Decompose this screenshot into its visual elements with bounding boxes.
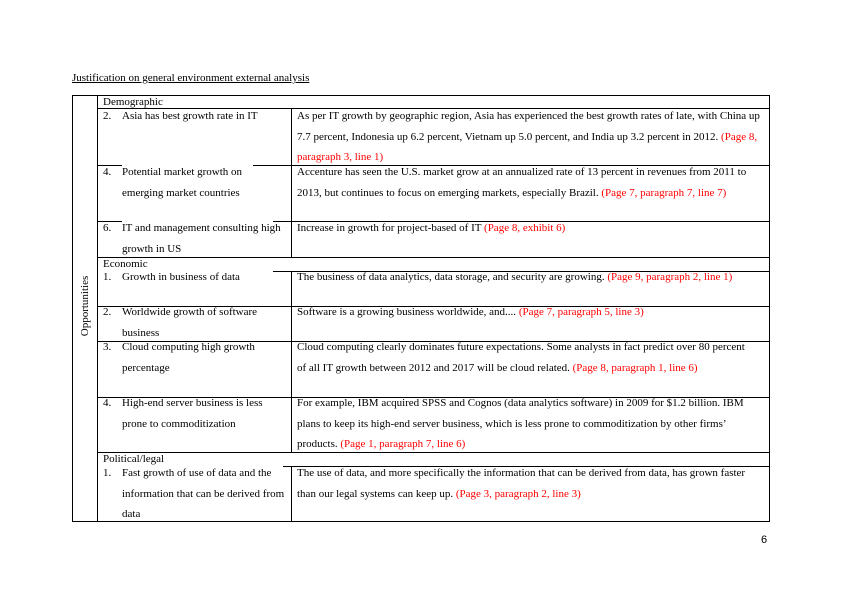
page-reference: (Page 7, paragraph 7, line 7) bbox=[601, 186, 727, 199]
side-label-column bbox=[73, 96, 98, 521]
item-label: Growth in business of data bbox=[122, 271, 240, 283]
item-number: 3. bbox=[103, 341, 112, 353]
item-label: Cloud computing high growth percentage bbox=[122, 341, 255, 374]
table-row-description bbox=[297, 302, 763, 323]
item-label: Fast growth of use of data and the information that can be derived from data bbox=[122, 467, 285, 520]
table-row-item bbox=[103, 463, 287, 525]
page-title: Justification on general environment external analysis bbox=[72, 72, 310, 84]
column-divider bbox=[291, 108, 292, 257]
page-reference: (Page 9, paragraph 2, line 1) bbox=[607, 271, 733, 283]
table-row-description bbox=[297, 267, 763, 288]
page-reference: (Page 8, paragraph 3, line 1) bbox=[297, 130, 758, 163]
page-reference: (Page 7, paragraph 5, line 3) bbox=[518, 306, 644, 318]
page-reference: (Page 8, paragraph 1, line 6) bbox=[572, 361, 698, 374]
table-row-description bbox=[297, 106, 763, 168]
item-label: IT and management consulting high growth in US bbox=[122, 222, 281, 255]
description-text: Cloud computing clearly dominates future expectations. Some analysts in fact predict over 80 percent bbox=[297, 341, 745, 353]
table-row-description bbox=[297, 218, 763, 239]
description-text: The use of data, and more specifically the information that can be derived from data, has grown faster than our legal systems can keep up. bbox=[297, 467, 746, 500]
item-label: High-end server business is less prone to commoditization bbox=[122, 397, 263, 430]
column-divider bbox=[291, 271, 292, 452]
table-row-description bbox=[297, 393, 763, 455]
table-row-item bbox=[103, 393, 283, 434]
table-row-item bbox=[103, 162, 263, 203]
side-label: Opportunities bbox=[79, 275, 91, 337]
description-text: Software is a growing business worldwide, and.... bbox=[297, 306, 517, 318]
page-reference: (Page 1, paragraph 7, line 6) bbox=[340, 438, 466, 450]
page-reference: (Page 3, paragraph 2, line 3) bbox=[455, 487, 581, 500]
table-row-item bbox=[103, 337, 283, 378]
item-number: 4. bbox=[103, 397, 112, 409]
item-number: 2. bbox=[103, 306, 112, 318]
section-header-political-legal: Political/legal bbox=[103, 453, 165, 465]
item-number: 2. bbox=[103, 110, 112, 122]
page-reference: (Page 8, exhibit 6) bbox=[484, 222, 566, 234]
item-number: 1. bbox=[103, 271, 112, 283]
table-row-item bbox=[103, 218, 283, 259]
item-label: Potential market growth on emerging market countries bbox=[122, 166, 243, 199]
description-text: For example, IBM acquired SPSS and Cognos (data analytics software) in 2009 for $1.2 billion. IBM plans to keep its high-end server business, which is less prone to commoditization by other firms’ products. bbox=[297, 397, 744, 450]
item-number: 4. bbox=[103, 166, 112, 178]
description-text: Increase in growth for project-based of IT bbox=[297, 222, 482, 234]
item-label: Asia has best growth rate in IT bbox=[122, 110, 258, 122]
page-number: 6 bbox=[761, 534, 768, 546]
section-header-demographic: Demographic bbox=[103, 96, 163, 108]
column-divider bbox=[291, 466, 292, 522]
description-text: As per IT growth by geographic region, Asia has experienced the best growth rates of late, with China up 7.7 percent, Indonesia up 6.2 percent, Vietnam up 5.0 percent, and India up 3.2 percent in 2012. bbox=[297, 110, 760, 143]
section-header-economic: Economic bbox=[103, 258, 148, 270]
opportunities-table bbox=[72, 95, 770, 522]
description-text: The business of data analytics, data storage, and security are growing. bbox=[297, 271, 605, 283]
description-text: of all IT growth between 2012 and 2017 will be cloud related. bbox=[297, 361, 570, 374]
description-text: Accenture has seen the U.S. market grow at an annualized rate of 13 percent in revenues from 2011 to 2013, but continues to focus on emerging markets, especially Brazil. bbox=[297, 166, 747, 199]
table-row-item bbox=[103, 106, 283, 127]
table-row-description bbox=[297, 463, 763, 504]
table-row-item bbox=[103, 267, 283, 288]
table-row-description bbox=[297, 162, 763, 203]
item-label: Worldwide growth of software business bbox=[122, 306, 258, 339]
table-row-description bbox=[297, 337, 763, 378]
item-number: 1. bbox=[103, 467, 112, 479]
item-number: 6. bbox=[103, 222, 112, 234]
